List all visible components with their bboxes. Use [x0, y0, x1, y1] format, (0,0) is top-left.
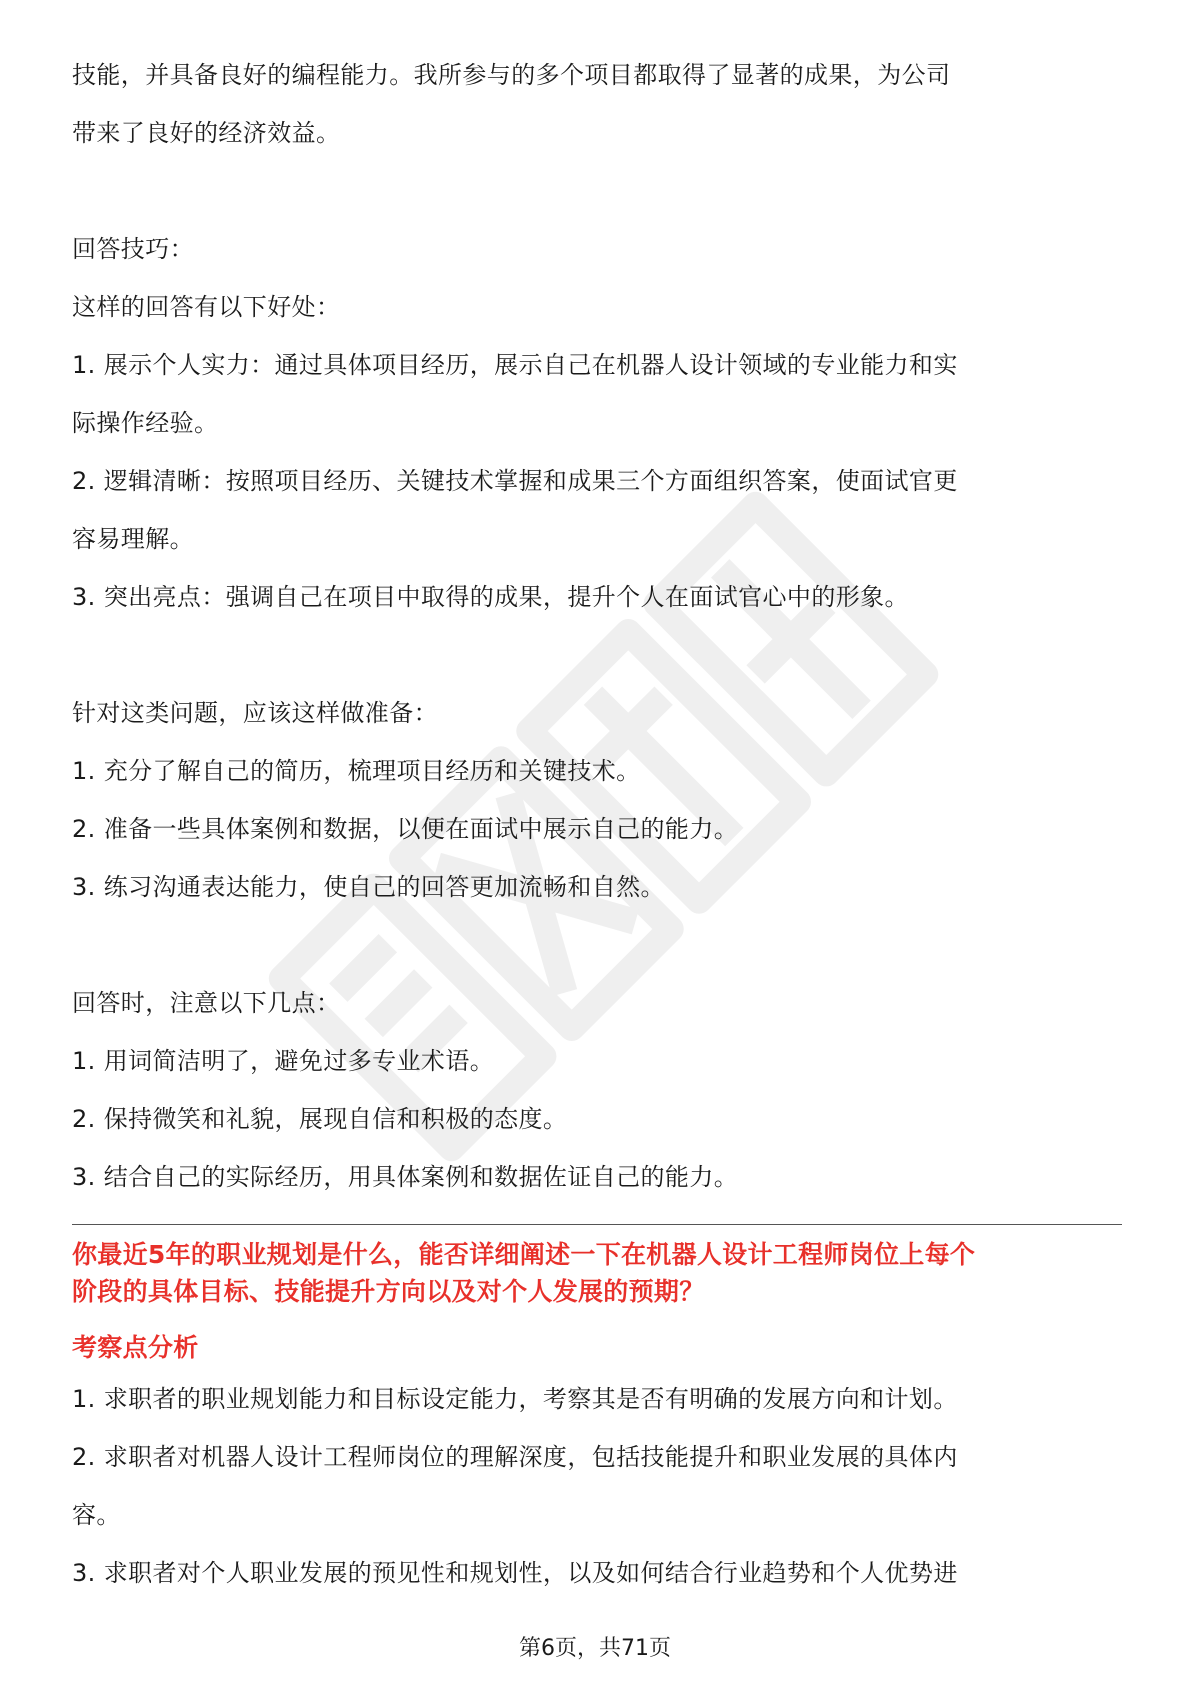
analysis-heading: 考察点分析 — [72, 1333, 199, 1362]
interview-question — [72, 1236, 1122, 1310]
analysis-list — [72, 1370, 1122, 1602]
question-line-2: 阶段的具体目标、技能提升方向以及对个人发展的预期？ — [72, 1277, 705, 1306]
analysis-item-2-line-1: 2. 求职者对机器人设计工程师岗位的理解深度，包括技能提升和职业发展的具体内 — [72, 1443, 958, 1471]
prepare-heading: 针对这类问题，应该这样做准备： — [72, 699, 438, 727]
tips-item-2-line-2: 容易理解。 — [72, 525, 194, 553]
prepare-item-3: 3. 练习沟通表达能力，使自己的回答更加流畅和自然。 — [72, 873, 665, 901]
notes-item-1: 1. 用词简洁明了，避免过多专业术语。 — [72, 1047, 495, 1075]
tips-item-3: 3. 突出亮点：强调自己在项目中取得的成果，提升个人在面试官心中的形象。 — [72, 583, 909, 611]
intro-line-1: 技能，并具备良好的编程能力。我所参与的多个项目都取得了显著的成果，为公司 — [72, 61, 951, 89]
tips-lead: 这样的回答有以下好处： — [72, 293, 341, 321]
prepare-item-1: 1. 充分了解自己的简历，梳理项目经历和关键技术。 — [72, 757, 641, 785]
prepare-item-2: 2. 准备一些具体案例和数据，以便在面试中展示自己的能力。 — [72, 815, 739, 843]
page-number: 第6页，共71页 — [519, 1636, 671, 1661]
tips-item-1-line-2: 际操作经验。 — [72, 409, 219, 437]
spacer — [72, 916, 1122, 974]
section-divider — [72, 1224, 1122, 1225]
spacer — [72, 162, 1122, 220]
analysis-item-1: 1. 求职者的职业规划能力和目标设定能力，考察其是否有明确的发展方向和计划。 — [72, 1385, 958, 1413]
spacer — [72, 626, 1122, 684]
analysis-item-3-line-1: 3. 求职者对个人职业发展的预见性和规划性，以及如何结合行业趋势和个人优势进 — [72, 1559, 958, 1587]
analysis-item-2-line-2: 容。 — [72, 1501, 121, 1529]
question-line-1: 你最近5年的职业规划是什么，能否详细阐述一下在机器人设计工程师岗位上每个 — [72, 1240, 976, 1269]
notes-heading: 回答时，注意以下几点： — [72, 989, 341, 1017]
main-text — [72, 46, 1122, 1206]
tips-item-1-line-1: 1. 展示个人实力：通过具体项目经历，展示自己在机器人设计领域的专业能力和实 — [72, 351, 958, 379]
notes-item-2: 2. 保持微笑和礼貌，展现自信和积极的态度。 — [72, 1105, 568, 1133]
tips-item-2-line-1: 2. 逻辑清晰：按照项目经历、关键技术掌握和成果三个方面组织答案，使面试官更 — [72, 467, 958, 495]
notes-item-3: 3. 结合自己的实际经历，用具体案例和数据佐证自己的能力。 — [72, 1163, 739, 1191]
intro-line-2: 带来了良好的经济效益。 — [72, 119, 341, 147]
tips-heading: 回答技巧： — [72, 235, 194, 263]
